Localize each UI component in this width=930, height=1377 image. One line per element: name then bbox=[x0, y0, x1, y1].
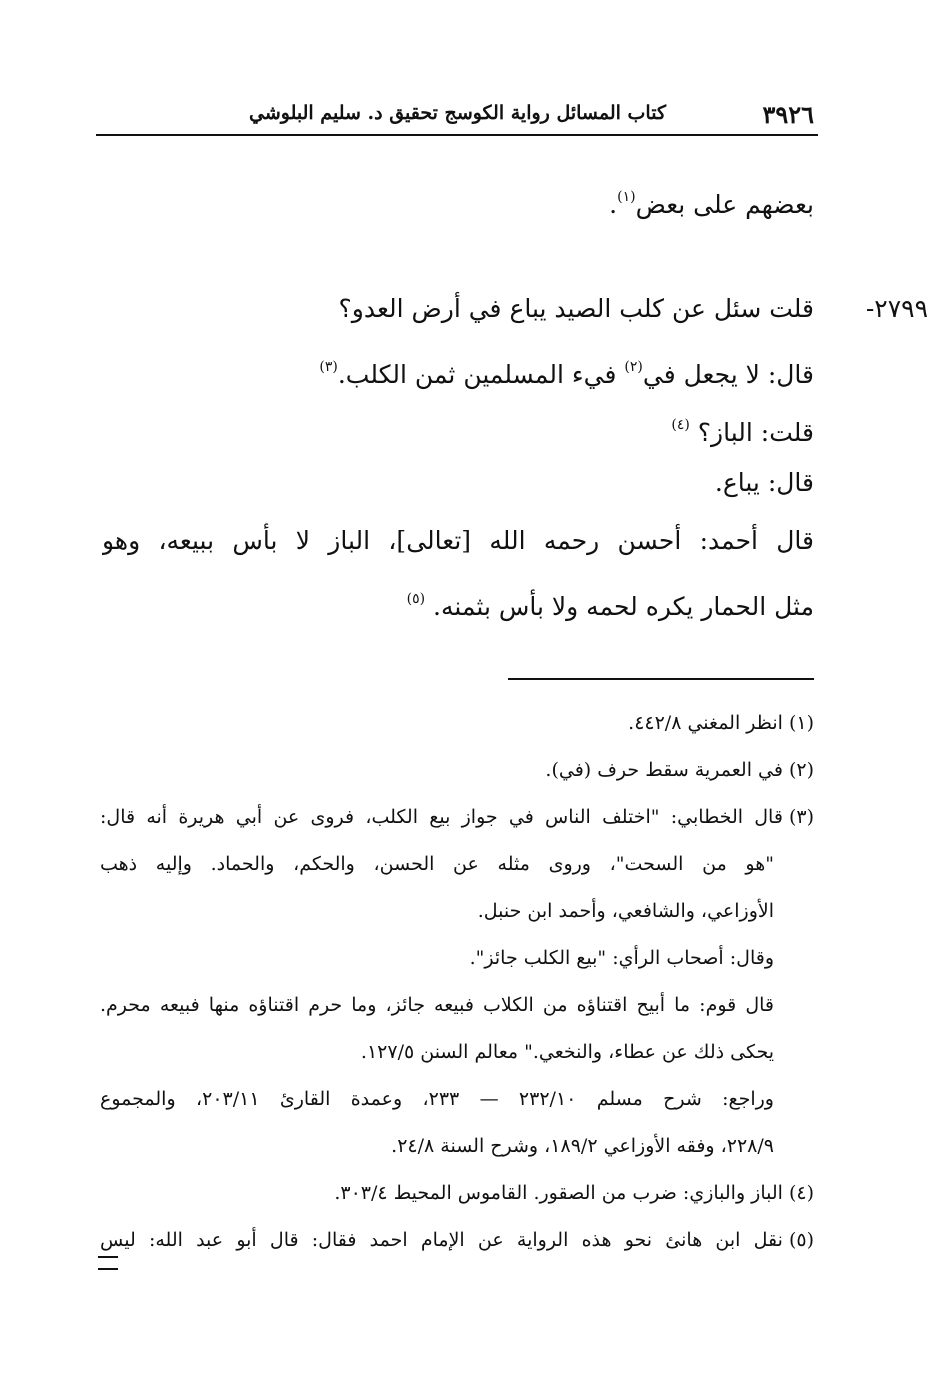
entry-line-2-mid: فيء المسلمين ثمن الكلب. bbox=[337, 360, 625, 389]
entry-line-2 bbox=[102, 338, 814, 396]
footnote-3-line-8-text: ٢٢٨/٩، وفقه الأوزاعي ١٨٩/٢، وشرح السنة ٢٤/٨. bbox=[391, 1135, 774, 1157]
footnote-5-text: نقل ابن هانئ نحو هذه الرواية عن الإمام احمد فقال: قال أبو عبد الله: ليس bbox=[100, 1229, 783, 1251]
footnote-3-line-7-text: وراجع: شرح مسلم ٢٣٢/١٠ — ٢٣٣، وعمدة القارئ ٢٠٣/١١، والمجموع bbox=[100, 1088, 774, 1110]
entry-line-6-pre: مثل الحمار يكره لحمه ولا بأس بثمنه. bbox=[425, 592, 814, 621]
entry-number: ٢٧٩٩- bbox=[865, 294, 928, 323]
footnote-3-line-3 bbox=[100, 888, 814, 935]
entry-line-1-text: قلت سئل عن كلب الصيد يباع في أرض العدو؟ bbox=[338, 294, 814, 323]
footnote-3-line-4 bbox=[100, 935, 814, 982]
footnote-2 bbox=[100, 747, 814, 794]
footnote-3-line-4-text: وقال: أصحاب الرأي: "بيع الكلب جائز". bbox=[469, 947, 774, 969]
footnote-3-line-2 bbox=[100, 841, 814, 888]
footnote-2-text: في العمرية سقط حرف (في). bbox=[545, 759, 783, 781]
entry-line-1 bbox=[102, 280, 814, 338]
footnote-3-line-6 bbox=[100, 1029, 814, 1076]
entry-2799 bbox=[102, 280, 928, 628]
footnote-3-mark: (٣) bbox=[788, 806, 814, 828]
footnote-3-line-6-text: يحكى ذلك عن عطاء، والنخعي." معالم السنن ١٢٧/٥. bbox=[360, 1041, 774, 1063]
footnote-4-text: الباز والبازي: ضرب من الصقور. القاموس المحيط ٣٠٣/٤. bbox=[334, 1182, 783, 1204]
footnote-3-line-3-text: الأوزاعي، والشافعي، وأحمد ابن حنبل. bbox=[477, 900, 774, 922]
entry-line-3-pre: قلت: الباز؟ bbox=[689, 418, 814, 447]
entry-line-5-text: قال أحمد: أحسن رحمه الله [تعالى]، الباز لا بأس ببيعه، وهو bbox=[102, 526, 814, 555]
page-header bbox=[96, 94, 818, 136]
entry-line-6 bbox=[102, 570, 814, 628]
footnote-5-mark: (٥) bbox=[788, 1229, 814, 1251]
footnote-3-line-8 bbox=[100, 1123, 814, 1170]
entry-line-4-text: قال: يباع. bbox=[714, 468, 814, 497]
footnote-1-text: انظر المغني ٤٤٢/٨. bbox=[628, 712, 783, 734]
footnotes bbox=[100, 700, 814, 1264]
footnote-3-text: قال الخطابي: "اختلف الناس في جواز بيع الكلب، فروى عن أبي هريرة أنه قال: bbox=[100, 806, 783, 828]
intro-text: بعضهم على بعض bbox=[635, 190, 814, 219]
intro-line bbox=[102, 168, 814, 226]
footnote-separator bbox=[508, 678, 814, 680]
running-title: كتاب المسائل رواية الكوسج تحقيق د. سليم البلوشي bbox=[249, 102, 666, 124]
footnote-ref-1: (١) bbox=[617, 189, 636, 205]
footnote-ref-2: (٢) bbox=[624, 359, 643, 375]
footnote-3-line-7 bbox=[100, 1076, 814, 1123]
footnote-4 bbox=[100, 1170, 814, 1217]
footnote-3 bbox=[100, 794, 814, 841]
entry-line-5 bbox=[102, 512, 814, 570]
continuation-mark bbox=[98, 1256, 118, 1270]
entry-line-2-pre: قال: لا يجعل في bbox=[642, 360, 814, 389]
footnote-3-line-5 bbox=[100, 982, 814, 1029]
footnote-1-mark: (١) bbox=[788, 712, 814, 734]
footnote-2-mark: (٢) bbox=[788, 759, 814, 781]
footnote-1 bbox=[100, 700, 814, 747]
footnote-ref-3: (٣) bbox=[319, 359, 338, 375]
page-number: ٣٩٢٦ bbox=[762, 100, 814, 129]
footnote-ref-5: (٥) bbox=[406, 591, 426, 607]
main-text bbox=[102, 168, 928, 628]
entry-line-3 bbox=[102, 396, 814, 454]
entry-line-4 bbox=[102, 454, 814, 512]
footnote-5 bbox=[100, 1217, 814, 1264]
footnote-3-line-5-text: قال قوم: ما أبيح اقتناؤه من الكلاب فبيعه جائز، وما حرم اقتناؤه منها فبيعه محرم. bbox=[100, 994, 774, 1016]
footnote-ref-4: (٤) bbox=[671, 417, 690, 433]
intro-end: . bbox=[609, 190, 618, 219]
footnote-4-mark: (٤) bbox=[788, 1182, 814, 1204]
footnote-3-line-2-text: "هو من السحت"، وروى مثله عن الحسن، والحكم، والحماد. وإليه ذهب bbox=[100, 853, 774, 875]
